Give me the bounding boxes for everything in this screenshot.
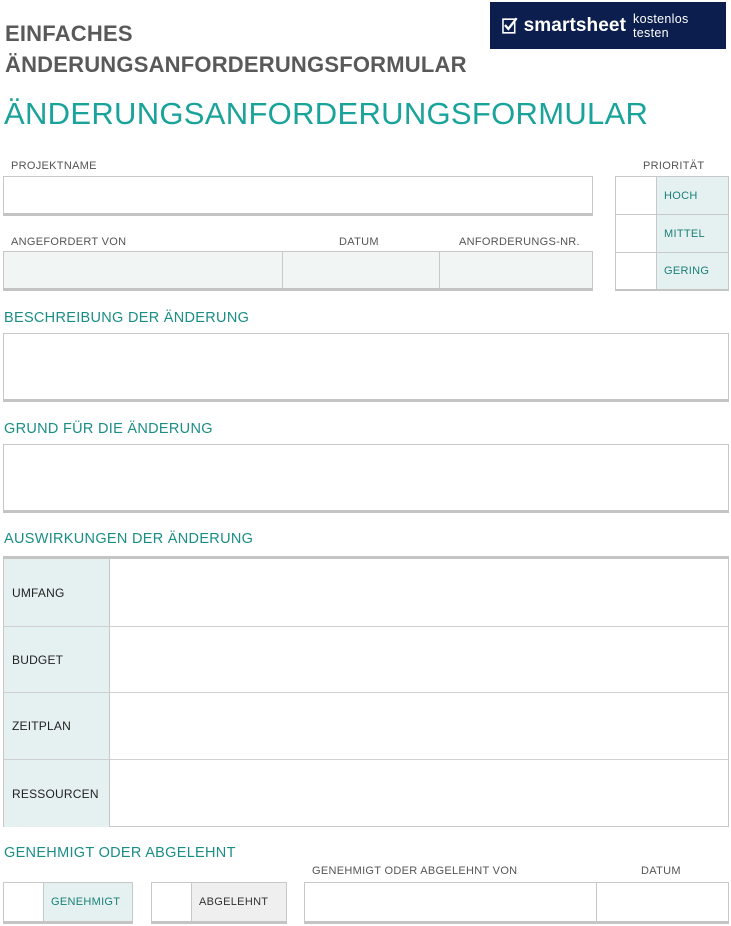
priority-option-high[interactable] <box>616 177 728 215</box>
priority-checkbox-high[interactable] <box>616 177 657 214</box>
project-name-label: PROJEKTNAME <box>11 160 97 172</box>
priority-option-medium[interactable] <box>616 215 728 253</box>
document-title-line-2: ÄNDERUNGSANFORDERUNGSFORMULAR <box>5 52 467 77</box>
approved-by-label: GENEHMIGT ODER ABGELEHNT VON <box>312 865 518 877</box>
approved-checkbox[interactable] <box>4 883 44 921</box>
request-number-field[interactable] <box>439 251 593 291</box>
date-field[interactable] <box>282 251 440 291</box>
requested-by-field[interactable] <box>3 251 283 291</box>
reason-field[interactable] <box>3 444 729 513</box>
approved-by-field[interactable] <box>304 882 597 924</box>
date-label: DATUM <box>339 236 379 248</box>
rejected-label: ABGELEHNT <box>192 883 286 921</box>
document-title-line-1: EINFACHES <box>5 21 133 46</box>
priority-option-low[interactable] <box>616 253 728 289</box>
priority-option-label: GERING <box>657 253 728 289</box>
impact-table <box>3 556 729 827</box>
impact-row-label: ZEITPLAN <box>4 693 110 759</box>
project-name-field[interactable] <box>3 176 593 216</box>
priority-checkbox-low[interactable] <box>616 253 657 289</box>
reason-heading: GRUND FÜR DIE ÄNDERUNG <box>4 421 213 437</box>
impact-heading: AUSWIRKUNGEN DER ÄNDERUNG <box>4 531 254 547</box>
approved-option[interactable] <box>3 882 133 924</box>
approval-date-field[interactable] <box>596 882 729 924</box>
priority-checkbox-medium[interactable] <box>616 215 657 252</box>
smartsheet-banner[interactable] <box>490 2 726 49</box>
priority-option-label: MITTEL <box>657 215 728 252</box>
impact-row-schedule[interactable] <box>4 693 728 760</box>
impact-row-label: UMFANG <box>4 559 110 626</box>
impact-row-resources[interactable] <box>4 760 728 827</box>
rejected-checkbox[interactable] <box>152 883 192 921</box>
priority-option-label: HOCH <box>657 177 728 214</box>
rejected-option[interactable] <box>151 882 287 924</box>
impact-row-budget[interactable] <box>4 627 728 693</box>
approval-heading: GENEHMIGT ODER ABGELEHNT <box>4 845 236 861</box>
description-field[interactable] <box>3 333 729 402</box>
impact-row-scope[interactable] <box>4 559 728 627</box>
request-number-label: ANFORDERUNGS-NR. <box>459 236 580 248</box>
priority-label: PRIORITÄT <box>643 160 705 172</box>
impact-row-label: BUDGET <box>4 627 110 692</box>
document-title <box>5 18 485 80</box>
description-heading: BESCHREIBUNG DER ÄNDERUNG <box>4 310 250 326</box>
form-title: ÄNDERUNGSANFORDERUNGSFORMULAR <box>4 96 649 131</box>
approved-label: GENEHMIGT <box>44 883 132 921</box>
requested-by-label: ANGEFORDERT VON <box>11 236 127 248</box>
banner-cta[interactable]: kostenlos testen <box>633 11 689 40</box>
impact-row-label: RESSOURCEN <box>4 760 110 827</box>
priority-options <box>615 176 729 291</box>
approval-date-label: DATUM <box>641 865 681 877</box>
check-mark-icon <box>502 17 518 35</box>
banner-brand: smartsheet <box>523 14 627 36</box>
